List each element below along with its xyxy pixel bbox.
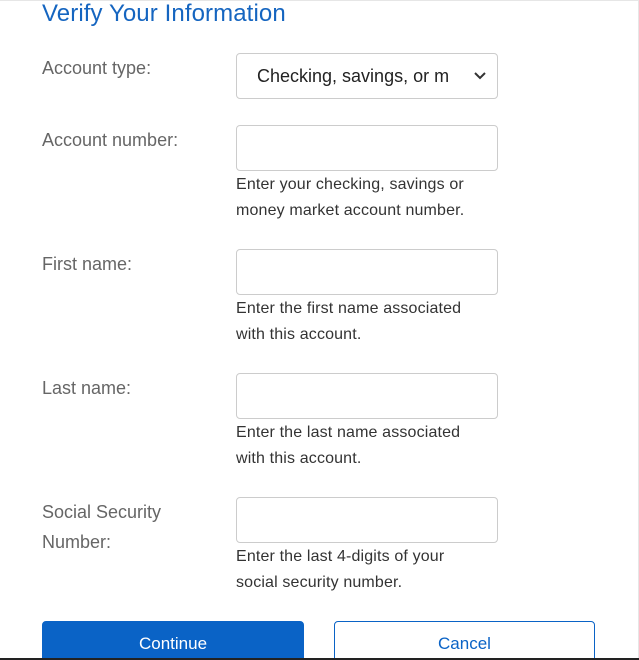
ssn-label (42, 497, 161, 557)
first-name-help-line2: with this account. (236, 326, 362, 343)
ssn-label-line2: Number: (42, 532, 112, 552)
first-name-help (236, 296, 506, 348)
first-name-input[interactable] (236, 249, 498, 295)
ssn-help-line1: Enter the last 4-digits of your (236, 548, 445, 565)
account-type-selected-value: Checking, savings, or m (257, 65, 450, 86)
last-name-help-line2: with this account. (236, 450, 362, 467)
ssn-help (236, 544, 506, 596)
first-name-help-line1: Enter the first name associated (236, 300, 462, 317)
account-type-select[interactable] (236, 53, 498, 99)
last-name-help (236, 420, 506, 472)
chevron-down-icon (473, 69, 487, 83)
account-number-help (236, 172, 506, 224)
last-name-help-line1: Enter the last name associated (236, 424, 461, 441)
last-name-label: Last name: (42, 378, 132, 398)
ssn-input[interactable] (236, 497, 498, 543)
account-number-label: Account number: (42, 130, 179, 150)
last-name-input[interactable] (236, 373, 498, 419)
ssn-label-line1: Social Security (42, 502, 162, 522)
continue-button[interactable]: Continue (42, 621, 304, 660)
cancel-button[interactable]: Cancel (334, 621, 595, 660)
page-title: Verify Your Information (42, 0, 286, 27)
account-number-help-line1: Enter your checking, savings or (236, 176, 464, 193)
first-name-label: First name: (42, 254, 133, 274)
ssn-help-line2: social security number. (236, 574, 403, 591)
account-number-input[interactable] (236, 125, 498, 171)
account-type-label: Account type: (42, 58, 152, 78)
account-number-help-line2: money market account number. (236, 202, 465, 219)
